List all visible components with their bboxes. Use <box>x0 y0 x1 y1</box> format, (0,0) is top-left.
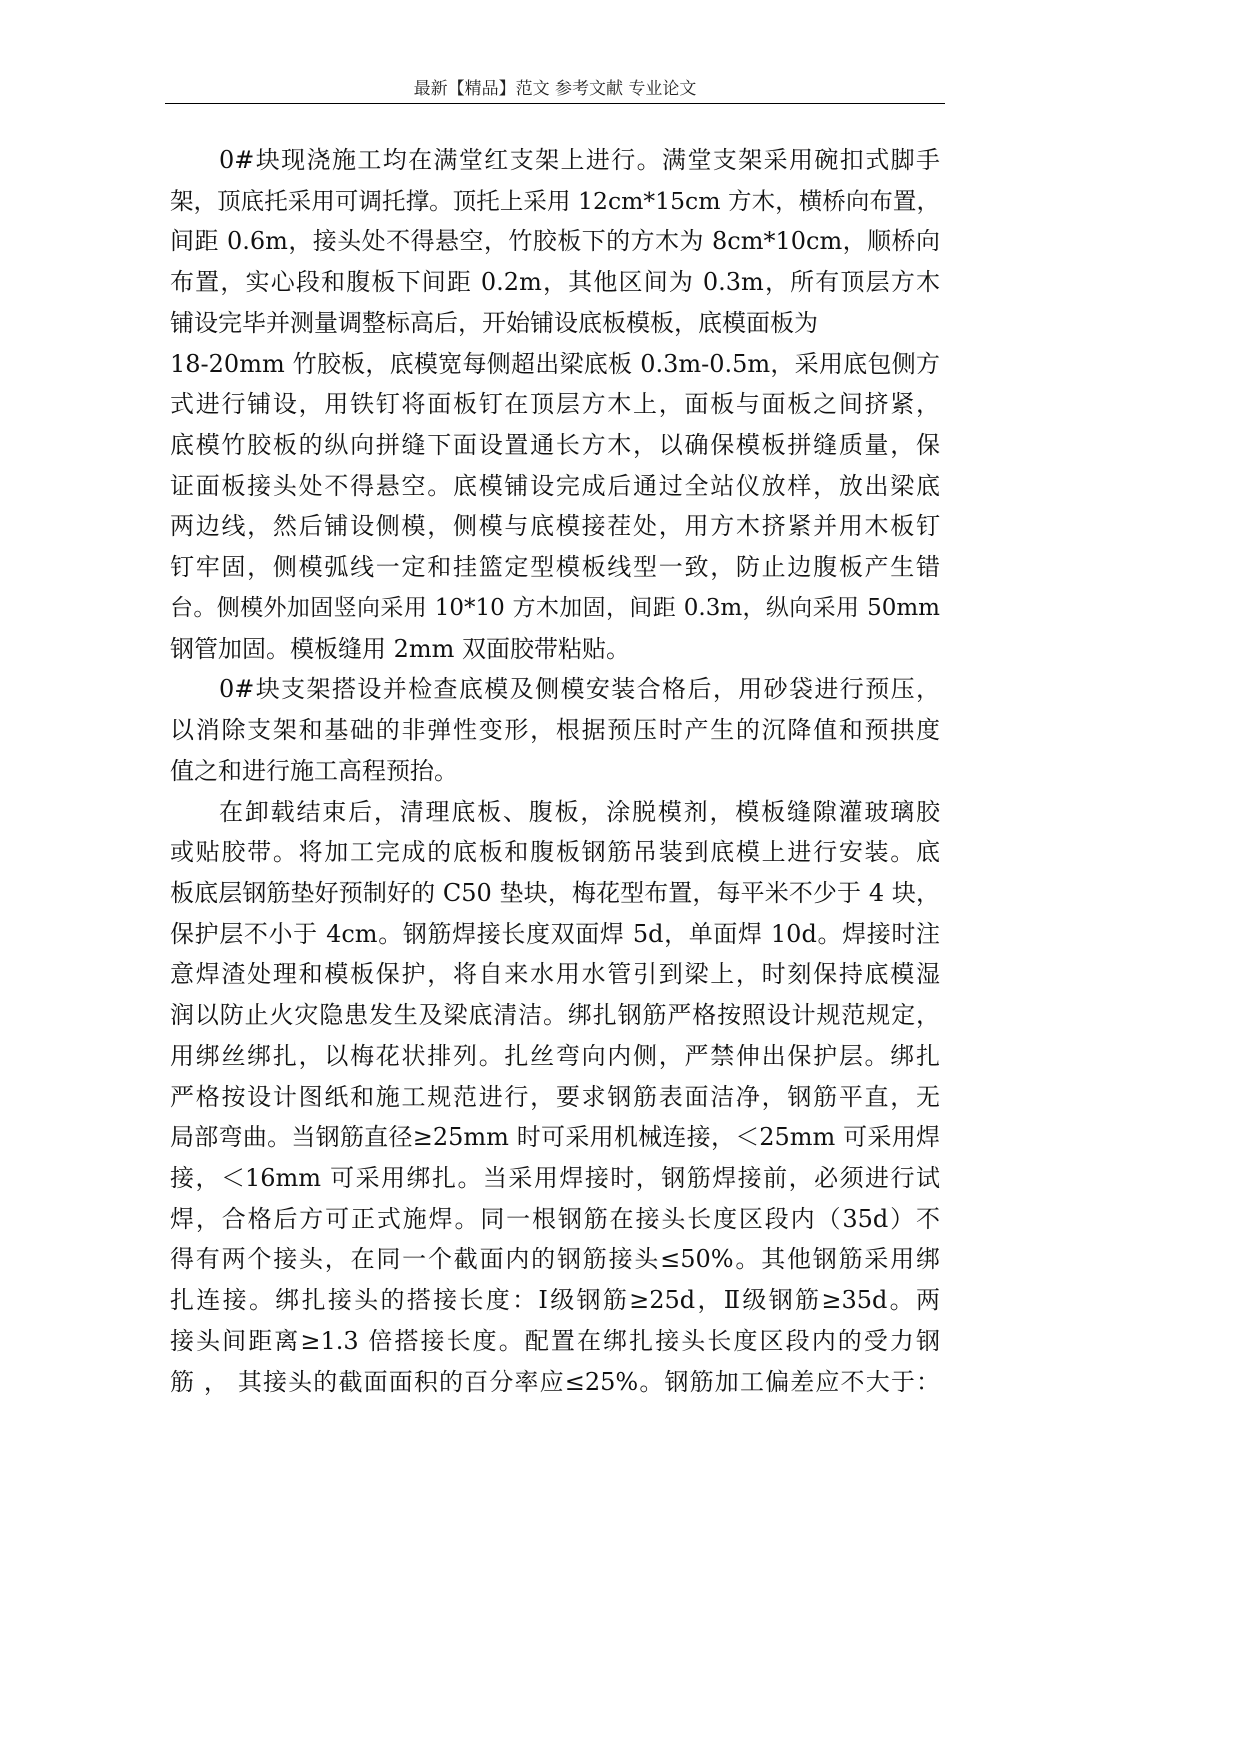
paragraph <box>170 669 940 791</box>
text-line: 间距 0.6m，接头处不得悬空，竹胶板下的方木为 8cm*10cm，顺桥向 <box>170 227 940 256</box>
text-line: 得有两个接头，在同一个截面内的钢筋接头≤50%。其他钢筋采用绑 <box>170 1245 940 1274</box>
text-line: 证面板接头处不得悬空。底模铺设完成后通过全站仪放样，放出梁底 <box>170 471 940 500</box>
header-rule <box>165 103 945 104</box>
text-line: 两边线，然后铺设侧模，侧模与底模接茬处，用方木挤紧并用木板钉 <box>170 512 940 541</box>
text-line: 用绑丝绑扎，以梅花状排列。扎丝弯向内侧，严禁伸出保护层。绑扎 <box>170 1041 940 1070</box>
text-line: 架，顶底托采用可调托撑。顶托上采用 12cm*15cm 方木，横桥向布置， <box>170 186 940 215</box>
text-line: 接，＜16mm 可采用绑扎。当采用焊接时，钢筋焊接前，必须进行试 <box>170 1163 940 1192</box>
text-line: 接头间距离≥1.3 倍搭接长度。配置在绑扎接头长度区段内的受力钢 <box>170 1326 940 1355</box>
text-line: 润以防止火灾隐患发生及梁底清洁。绑扎钢筋严格按照设计规范规定， <box>170 1001 940 1030</box>
document-body <box>170 140 940 1402</box>
paragraph <box>170 140 940 669</box>
text-line: 底模竹胶板的纵向拼缝下面设置通长方木，以确保模板拼缝质量，保 <box>170 431 940 460</box>
text-line: 铺设完毕并测量调整标高后，开始铺设底板模板，底模面板为 <box>170 308 818 337</box>
text-line: 保护层不小于 4cm。钢筋焊接长度双面焊 5d，单面焊 10d。焊接时注 <box>170 919 940 948</box>
text-line: 以消除支架和基础的非弹性变形，根据预压时产生的沉降值和预拱度 <box>170 716 940 745</box>
text-line: 钢管加固。模板缝用 2mm 双面胶带粘贴。 <box>170 634 631 663</box>
text-line: 焊，合格后方可正式施焊。同一根钢筋在接头长度区段内（35d）不 <box>170 1204 940 1233</box>
text-line: 扎连接。绑扎接头的搭接长度：Ⅰ级钢筋≥25d，Ⅱ级钢筋≥35d。两 <box>170 1286 940 1315</box>
text-line: 筋 ， 其接头的截面面积的百分率应≤25%。钢筋加工偏差应不大于： <box>170 1367 940 1396</box>
text-line: 18-20mm 竹胶板，底模宽每侧超出梁底板 0.3m-0.5m，采用底包侧方 <box>170 349 940 378</box>
text-line: 意焊渣处理和模板保护，将自来水用水管引到梁上，时刻保持底模湿 <box>170 960 940 989</box>
text-line: 0#块现浇施工均在满堂红支架上进行。满堂支架采用碗扣式脚手 <box>219 146 940 174</box>
text-line: 严格按设计图纸和施工规范进行，要求钢筋表面洁净，钢筋平直，无 <box>170 1082 940 1111</box>
text-line: 钉牢固，侧模弧线一定和挂篮定型模板线型一致，防止边腹板产生错 <box>170 553 940 582</box>
text-line: 局部弯曲。当钢筋直径≥25mm 时可采用机械连接，＜25mm 可采用焊 <box>170 1123 940 1152</box>
text-line: 式进行铺设，用铁钉将面板钉在顶层方木上，面板与面板之间挤紧， <box>170 390 940 419</box>
paragraph <box>170 792 940 1403</box>
text-line: 或贴胶带。将加工完成的底板和腹板钢筋吊装到底模上进行安装。底 <box>170 838 940 867</box>
text-line: 板底层钢筋垫好预制好的 C50 垫块，梅花型布置，每平米不少于 4 块， <box>170 878 940 907</box>
text-line: 0#块支架搭设并检查底模及侧模安装合格后，用砂袋进行预压， <box>219 675 940 704</box>
text-line: 台。侧模外加固竖向采用 10*10 方木加固，间距 0.3m，纵向采用 50mm <box>170 594 940 621</box>
text-line: 值之和进行施工高程预抬。 <box>170 756 458 785</box>
text-line: 在卸载结束后，清理底板、腹板，涂脱模剂，模板缝隙灌玻璃胶 <box>219 797 940 826</box>
running-header: 最新【精品】范文 参考文献 专业论文 <box>413 79 697 99</box>
text-line: 布置，实心段和腹板下间距 0.2m，其他区间为 0.3m，所有顶层方木 <box>170 268 940 297</box>
